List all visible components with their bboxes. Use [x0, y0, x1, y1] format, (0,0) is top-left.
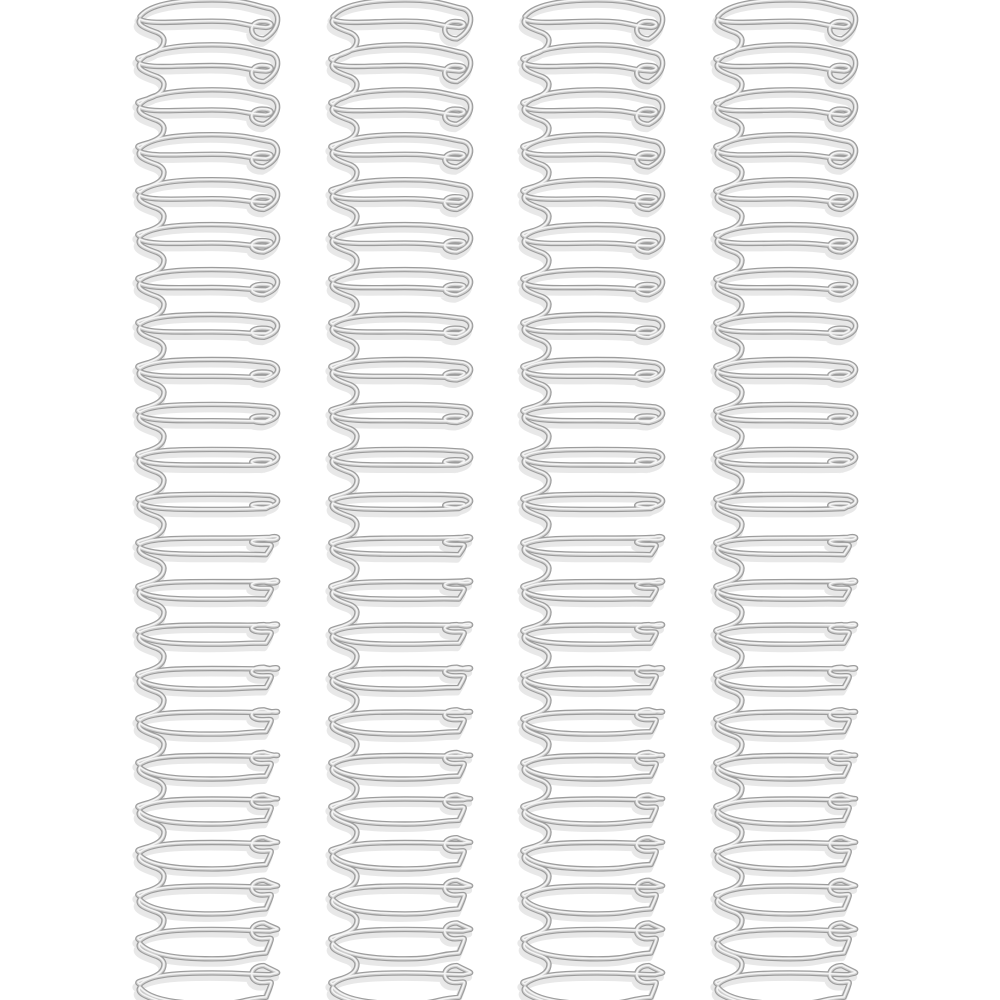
- wire-coil: [136, 0, 278, 1000]
- wire-coil: [714, 0, 856, 1000]
- wire-coil: [521, 0, 663, 1000]
- wire-coil: [329, 0, 471, 1000]
